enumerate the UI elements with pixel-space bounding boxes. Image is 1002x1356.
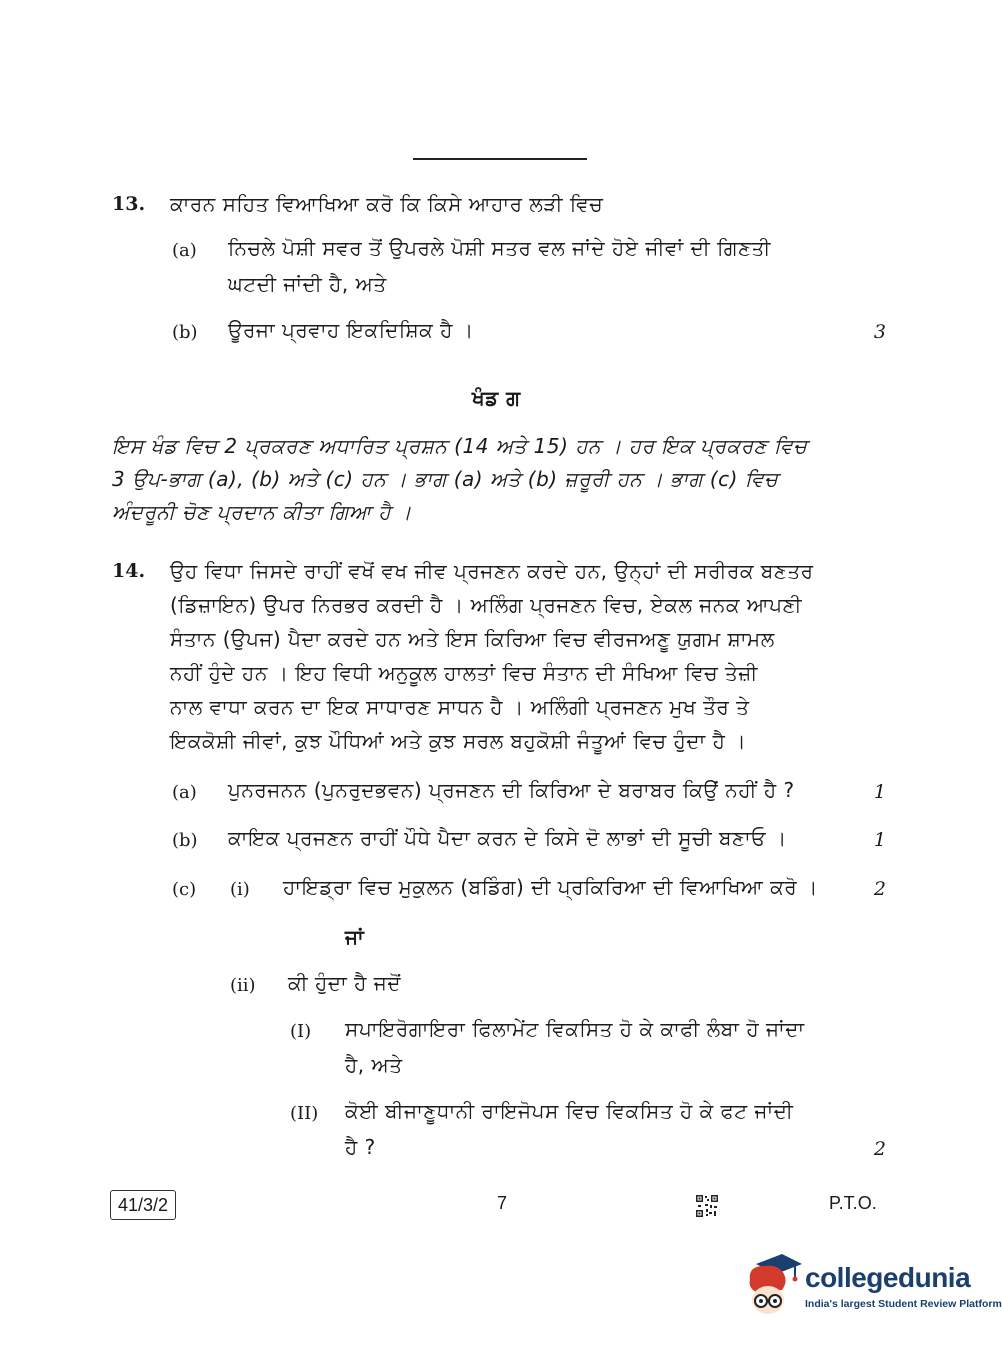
q14-cii-I-line2: ਹੈ, ਅਤੇ [345,1053,403,1077]
q14-cii-label: (ii) [230,975,256,996]
q14-paragraph [170,554,850,758]
page-number: 7 [497,1193,508,1213]
collegedunia-tagline: India's largest Student Review Platform [805,1298,1002,1310]
collegedunia-brand: collegedunia [805,1262,971,1293]
qr-code-icon [695,1194,719,1218]
q14-ci-label: (i) [230,879,250,900]
section-instructions-line1: ਇਸ ਖੰਡ ਵਿਚ 2 ਪ੍ਰਕਰਣ ਅਧਾਰਿਤ ਪ੍ਰਸ਼ਨ (14 ਅਤੇ 15) ਹਨ । ਹਰ ਇਕ ਪ੍ਰਕਰਣ ਵਿਚ [112,434,808,458]
q14-cii-marks: 2 [873,1138,886,1160]
q14-para-line: ਨਾਲ ਵਾਧਾ ਕਰਨ ਦਾ ਇਕ ਸਾਧਾਰਣ ਸਾਧਨ ਹੈ । ਅਲਿੰਗੀ ਪ੍ਰਜਣਨ ਮੁਖ ਤੌਰ ਤੇ [170,695,750,719]
collegedunia-mascot-logo [742,1252,802,1322]
q13-a-line1: ਨਿਚਲੇ ਪੋਸ਼ੀ ਸਵਰ ਤੋਂ ਉਪਰਲੇ ਪੋਸ਼ੀ ਸਤਰ ਵਲ ਜਾਂਦੇ ਹੋਏ ਜੀਵਾਂ ਦੀ ਗਿਣਤੀ [228,236,771,260]
q14-number: 14. [112,560,146,582]
q13-stem: ਕਾਰਨ ਸਹਿਤ ਵਿਆਖਿਆ ਕਰੋ ਕਿ ਕਿਸੇ ਆਹਾਰ ਲੜੀ ਵਿਚ [170,192,604,216]
q13-b-text: ਊਰਜਾ ਪ੍ਰਵਾਹ ਇਕਦਿਸ਼ਿਕ ਹੈ । [228,318,474,342]
q14-cii-I-line1: ਸਪਾਇਰੋਗਾਇਰਾ ਫਿਲਾਮੇਂਟ ਵਿਕਸਿਤ ਹੋ ਕੇ ਕਾਫੀ ਲੰਬਾ ਹੋ ਜਾਂਦਾ [345,1017,805,1041]
q14-cii-II-label: (II) [290,1103,319,1124]
q14-para-line: ਨਹੀਂ ਹੁੰਦੇ ਹਨ । ਇਹ ਵਿਧੀ ਅਨੁਕੂਲ ਹਾਲਤਾਂ ਵਿਚ ਸੰਤਾਨ ਦੀ ਸੰਖਿਆ ਵਿਚ ਤੇਜ਼ੀ [170,661,758,685]
q14-para-line: ਸੰਤਾਨ (ਉਪਜ) ਪੈਦਾ ਕਰਦੇ ਹਨ ਅਤੇ ਇਸ ਕਿਰਿਆ ਵਿਚ ਵੀਰਜਅਣੂ ਯੁਗਮ ਸ਼ਾਮਲ [170,627,775,651]
paper-code-box [110,1190,176,1220]
section-instructions-line2: 3 ਉਪ-ਭਾਗ (a), (b) ਅਤੇ (c) ਹਨ । ਭਾਗ (a) ਅਤੇ (b) ਜ਼ਰੂਰੀ ਹਨ । ਭਾਗ (c) ਵਿਚ [112,467,779,491]
q14-para-line: ਇਕਕੋਸ਼ੀ ਜੀਵਾਂ, ਕੁਝ ਪੌਧਿਆਂ ਅਤੇ ਕੁਝ ਸਰਲ ਬਹੁਕੋਸ਼ੀ ਜੰਤੂਆਂ ਵਿਚ ਹੁੰਦਾ ਹੈ । [170,729,747,753]
pto-text: P.T.O. [829,1193,877,1213]
section-heading: ਖੰਡ ਗ [472,386,521,410]
q14-a-marks: 1 [873,781,886,803]
q14-ci-marks: 2 [873,878,886,900]
q14-ci-text: ਹਾਇਡ੍ਰਾ ਵਿਚ ਮੁਕੁਲਨ (ਬਡਿੰਗ) ਦੀ ਪ੍ਰਕਿਰਿਆ ਦੀ ਵਿਆਖਿਆ ਕਰੋ । [283,875,819,899]
q13-marks: 3 [873,321,886,343]
q14-b-text: ਕਾਇਕ ਪ੍ਰਜਣਨ ਰਾਹੀਂ ਪੌਧੇ ਪੈਦਾ ਕਰਨ ਦੇ ਕਿਸੇ ਦੋ ਲਾਭਾਂ ਦੀ ਸੂਚੀ ਬਣਾਓ । [228,826,787,850]
paper-code: 41/3/2 [117,1194,169,1215]
q14-cii-I-label: (I) [290,1021,312,1042]
q14-b-marks: 1 [873,829,886,851]
section-instructions-line3: ਅੰਦਰੂਨੀ ਚੋਣ ਪ੍ਰਦਾਨ ਕੀਤਾ ਗਿਆ ਹੈ । [112,500,412,524]
q14-para-line: (ਡਿਜ਼ਾਇਨ) ਉਪਰ ਨਿਰਭਰ ਕਰਦੀ ਹੈ । ਅਲਿੰਗ ਪ੍ਰਜਣਨ ਵਿਚ, ਏਕਲ ਜਨਕ ਆਪਣੀ [170,593,803,617]
q14-cii-II-line2: ਹੈ ? [345,1135,376,1159]
q13-a-label: (a) [172,240,197,261]
q13-b-label: (b) [172,322,198,343]
q13-number: 13. [112,193,146,215]
q14-a-label: (a) [172,782,197,803]
q13-a-line2: ਘਟਦੀ ਜਾਂਦੀ ਹੈ, ਅਤੇ [228,272,387,296]
or-separator: ਜਾਂ [345,925,365,949]
q14-a-text: ਪੁਨਰਜਨਨ (ਪੁਨਰੁਦਭਵਨ) ਪ੍ਰਜਣਨ ਦੀ ਕਿਰਿਆ ਦੇ ਬਰਾਬਰ ਕਿਉਂ ਨਹੀਂ ਹੈ ? [228,778,795,802]
q14-para-line: ਉਹ ਵਿਧਾ ਜਿਸਦੇ ਰਾਹੀਂ ਵਖੋਂ ਵਖ ਜੀਵ ਪ੍ਰਜਣਨ ਕਰਦੇ ਹਨ, ਉਨ੍ਹਾਂ ਦੀ ਸਰੀਰਕ ਬਣਤਰ [170,559,814,583]
q14-b-label: (b) [172,830,198,851]
q14-c-label: (c) [172,879,197,900]
q14-cii-II-line1: ਕੋਈ ਬੀਜਾਣੂਧਾਨੀ ਰਾਇਜੋਪਸ ਵਿਚ ਵਿਕਸਿਤ ਹੋ ਕੇ ਫਟ ਜਾਂਦੀ [345,1099,794,1123]
q14-cii-text: ਕੀ ਹੁੰਦਾ ਹੈ ਜਦੋਂ [288,971,402,995]
top-rule [413,158,587,160]
